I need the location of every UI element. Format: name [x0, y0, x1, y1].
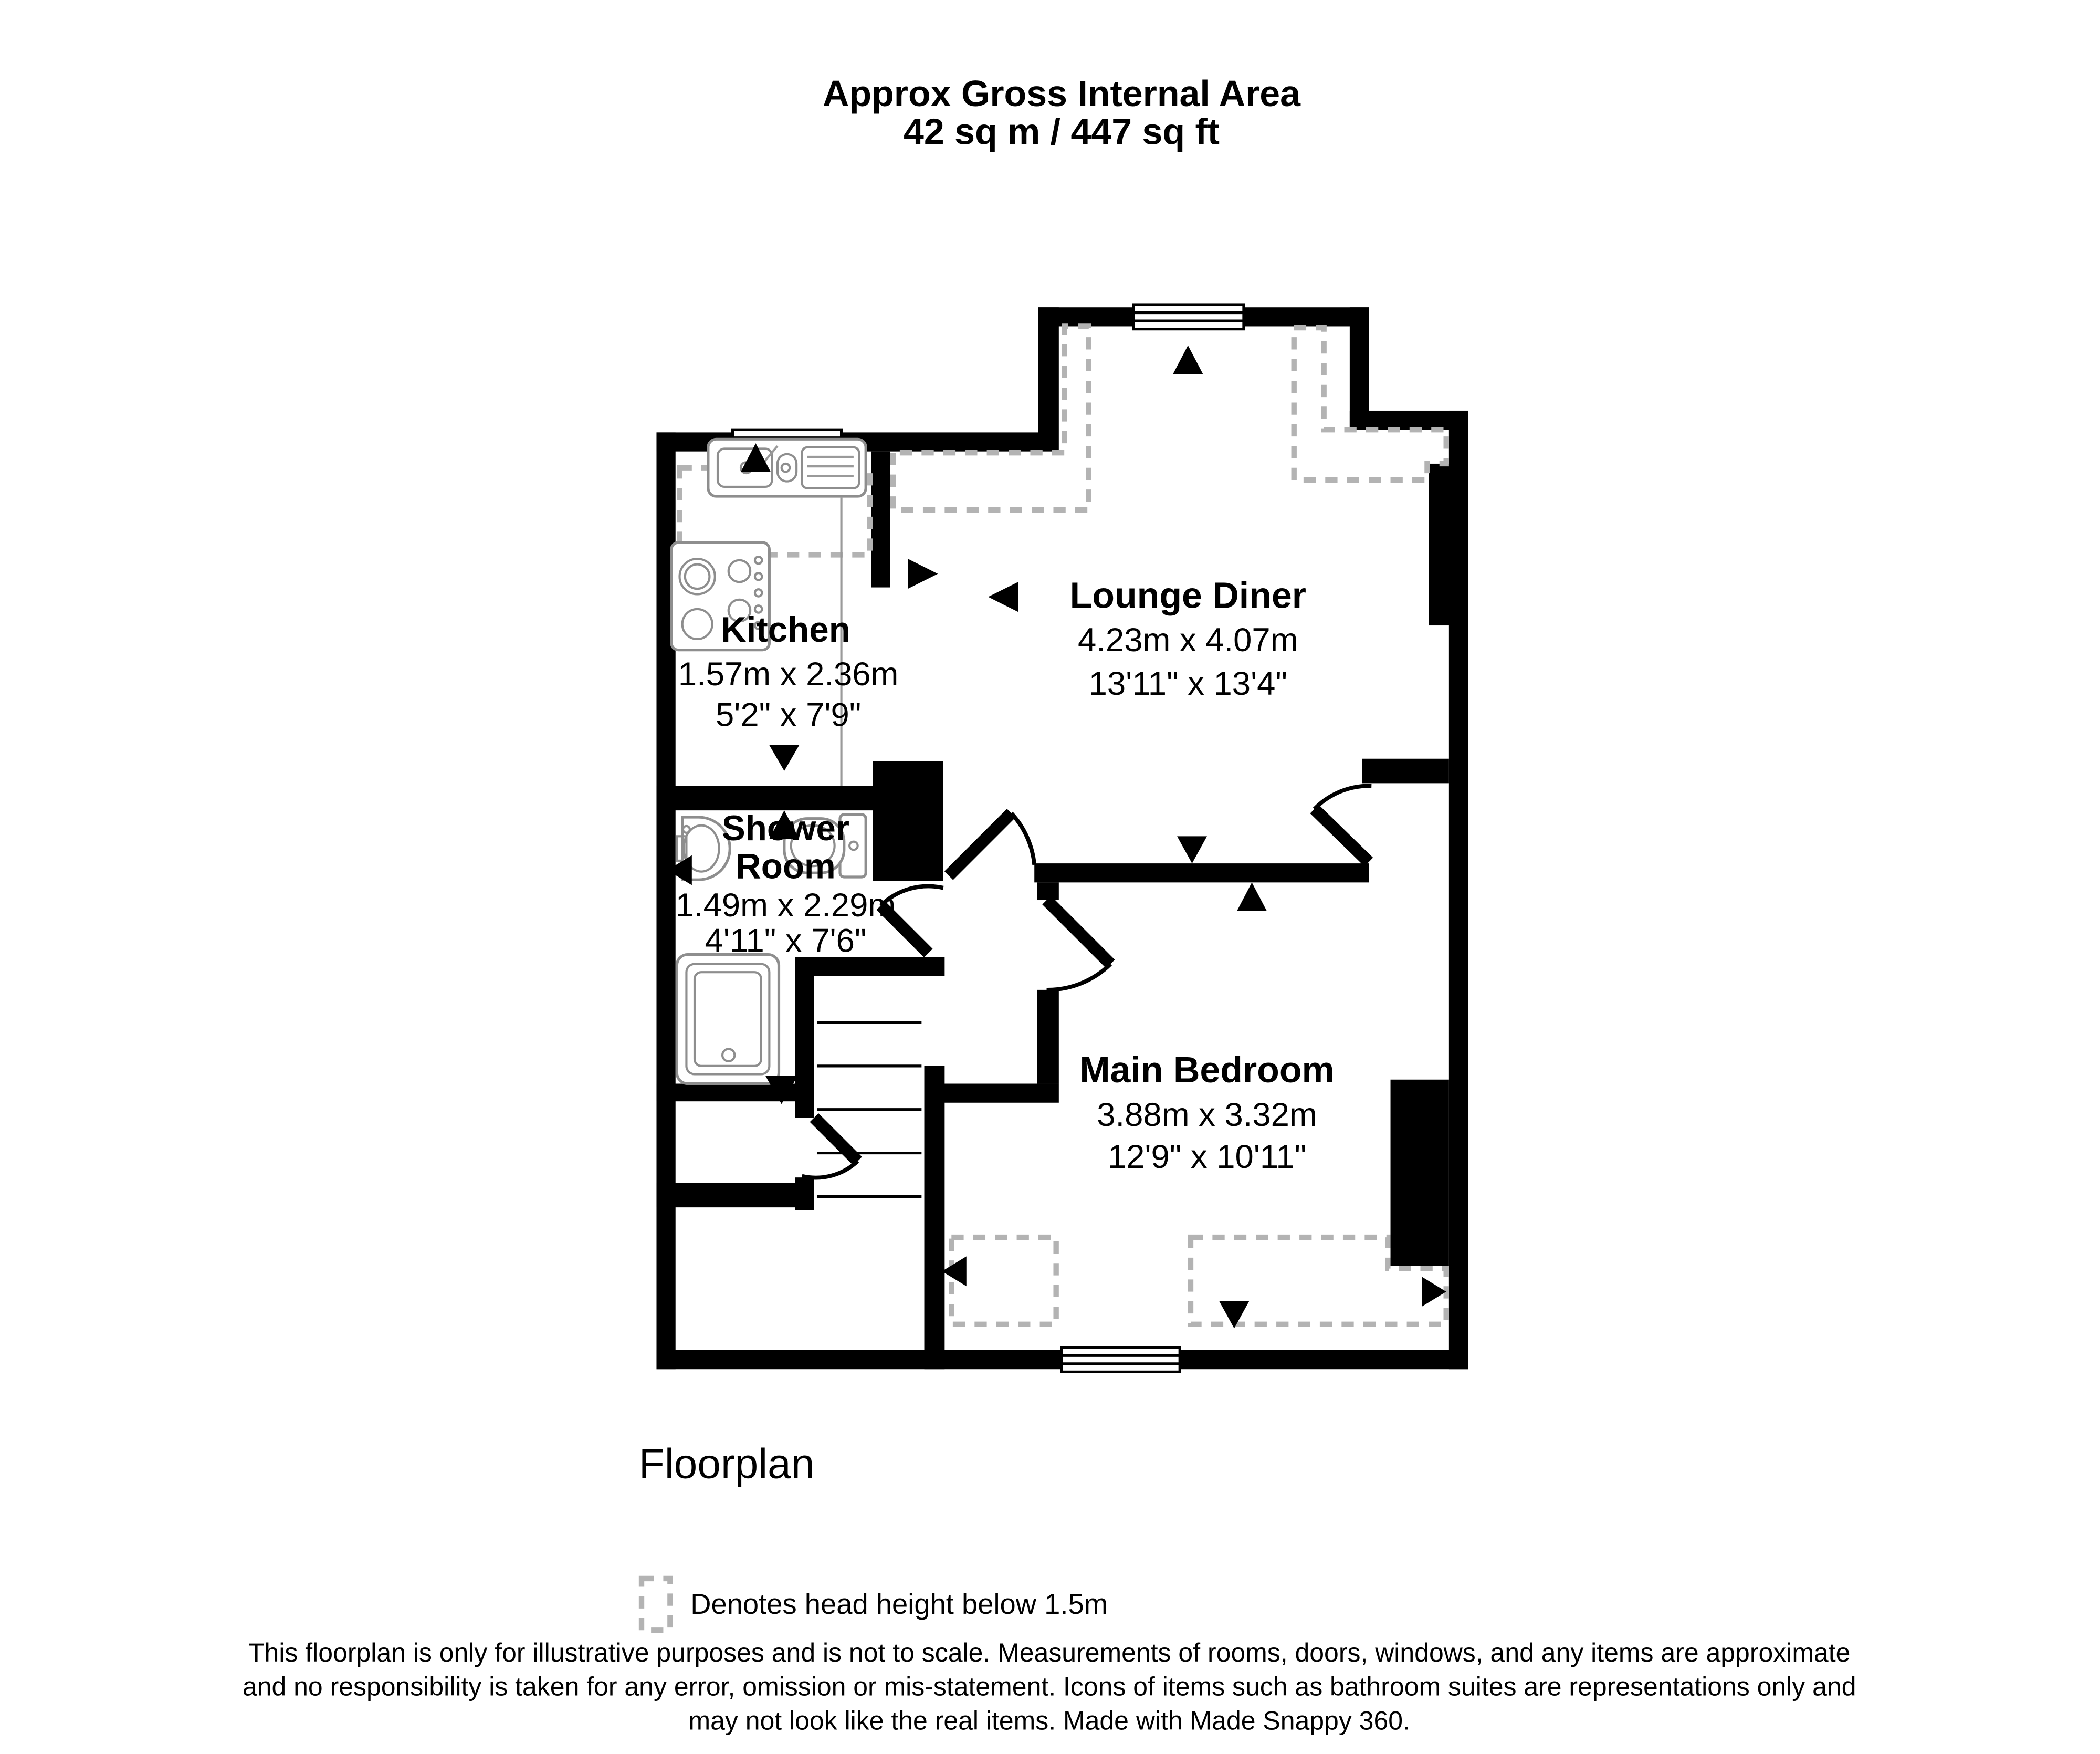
arrow-right-kitchen-opening: [908, 559, 938, 589]
section-label: Floorplan: [638, 1440, 815, 1488]
stairs-door: [802, 1118, 858, 1177]
bedroom-name: Main Bedroom: [1079, 1049, 1335, 1090]
lounge-right-door: [1315, 786, 1372, 862]
wall-bedroom-left-upper: [1037, 990, 1058, 1084]
shower-imperial: 4'11" x 7'6": [705, 922, 867, 959]
lounge-metric: 4.23m x 4.07m: [1078, 622, 1298, 659]
lounge-label: [1070, 575, 1306, 702]
bedroom-label: [1079, 1049, 1334, 1175]
wall-bedroom-door-jamb-top: [1037, 882, 1058, 900]
legend-text: Denotes head height below 1.5m: [690, 1588, 1108, 1621]
wall-hall-block: [873, 761, 943, 881]
lounge-name: Lounge Diner: [1069, 575, 1306, 616]
bedroom-window: [1062, 1348, 1180, 1372]
arrow-down-lounge: [1177, 836, 1207, 863]
lounge-imperial: 13'11" x 13'4": [1088, 665, 1287, 703]
kitchen-metric: 1.57m x 2.36m: [678, 655, 899, 693]
fixtures: [671, 439, 866, 1083]
hall-lounge-door: [949, 813, 1034, 875]
bedroom-door: [1047, 900, 1111, 990]
arrow-right-bedroom: [1422, 1277, 1446, 1307]
arrow-up-bedroom: [1237, 882, 1267, 911]
shower-name-line1: Shower: [721, 809, 849, 849]
disclaimer-line2: and no responsibility is taken for any error, omission or mis-statement. Icons of items such as bathroom suites are representations only and: [242, 1672, 1856, 1701]
kitchen-imperial: 5'2" x 7'9": [715, 696, 862, 734]
wall-kitchen-shower-divider: [656, 786, 890, 811]
wall-tower-left: [1038, 307, 1059, 451]
gross-area-value: 42 sq m / 447 sq ft: [903, 111, 1220, 152]
wall-closet-bottom: [656, 1183, 814, 1208]
bedroom-metric: 3.88m x 3.32m: [1097, 1096, 1317, 1133]
lounge-window: [1133, 305, 1244, 329]
arrow-down-kitchen: [769, 745, 799, 771]
wall-bedroom-step: [941, 1084, 1059, 1103]
stairs: [817, 1022, 921, 1196]
shower-tray-icon: [677, 955, 779, 1084]
arrow-left-lounge-opening: [988, 582, 1018, 612]
kitchen-sink-icon: [708, 439, 866, 496]
shower-metric: 1.49m x 2.29m: [675, 887, 896, 924]
wall-pilaster-lounge: [1429, 464, 1468, 625]
wall-shower-stairs-divider: [795, 957, 945, 976]
arrow-left-bedroom: [942, 1256, 967, 1286]
shower-name-line2: Room: [736, 847, 836, 886]
disclaimer-line3: may not look like the real items. Made with Made Snappy 360.: [688, 1706, 1410, 1736]
header: [823, 73, 1301, 152]
legend-swatch: [642, 1579, 670, 1630]
footer: [243, 1440, 1856, 1735]
disclaimer-line1: This floorplan is only for illustrative purposes and is not to scale. Measurements of rooms, doors, windows, and any items are approximate: [248, 1637, 1851, 1667]
bedroom-imperial: 12'9" x 10'11": [1107, 1139, 1307, 1176]
wall-lounge-door-stub: [1362, 759, 1449, 784]
arrow-up-lounge-window: [1173, 346, 1203, 374]
head-height-lounge-right: [1294, 328, 1446, 480]
kitchen-name: Kitchen: [721, 610, 850, 650]
wall-bedroom-left-lower: [925, 1066, 945, 1369]
wall-pilaster-bedroom: [1391, 1080, 1449, 1266]
wall-lounge-bedroom: [1034, 863, 1369, 882]
wall-kitchen-right: [872, 452, 890, 588]
head-height-bedroom-left: [951, 1237, 1056, 1324]
gross-area-title: Approx Gross Internal Area: [822, 73, 1301, 114]
head-height-lounge-left: [893, 326, 1089, 510]
